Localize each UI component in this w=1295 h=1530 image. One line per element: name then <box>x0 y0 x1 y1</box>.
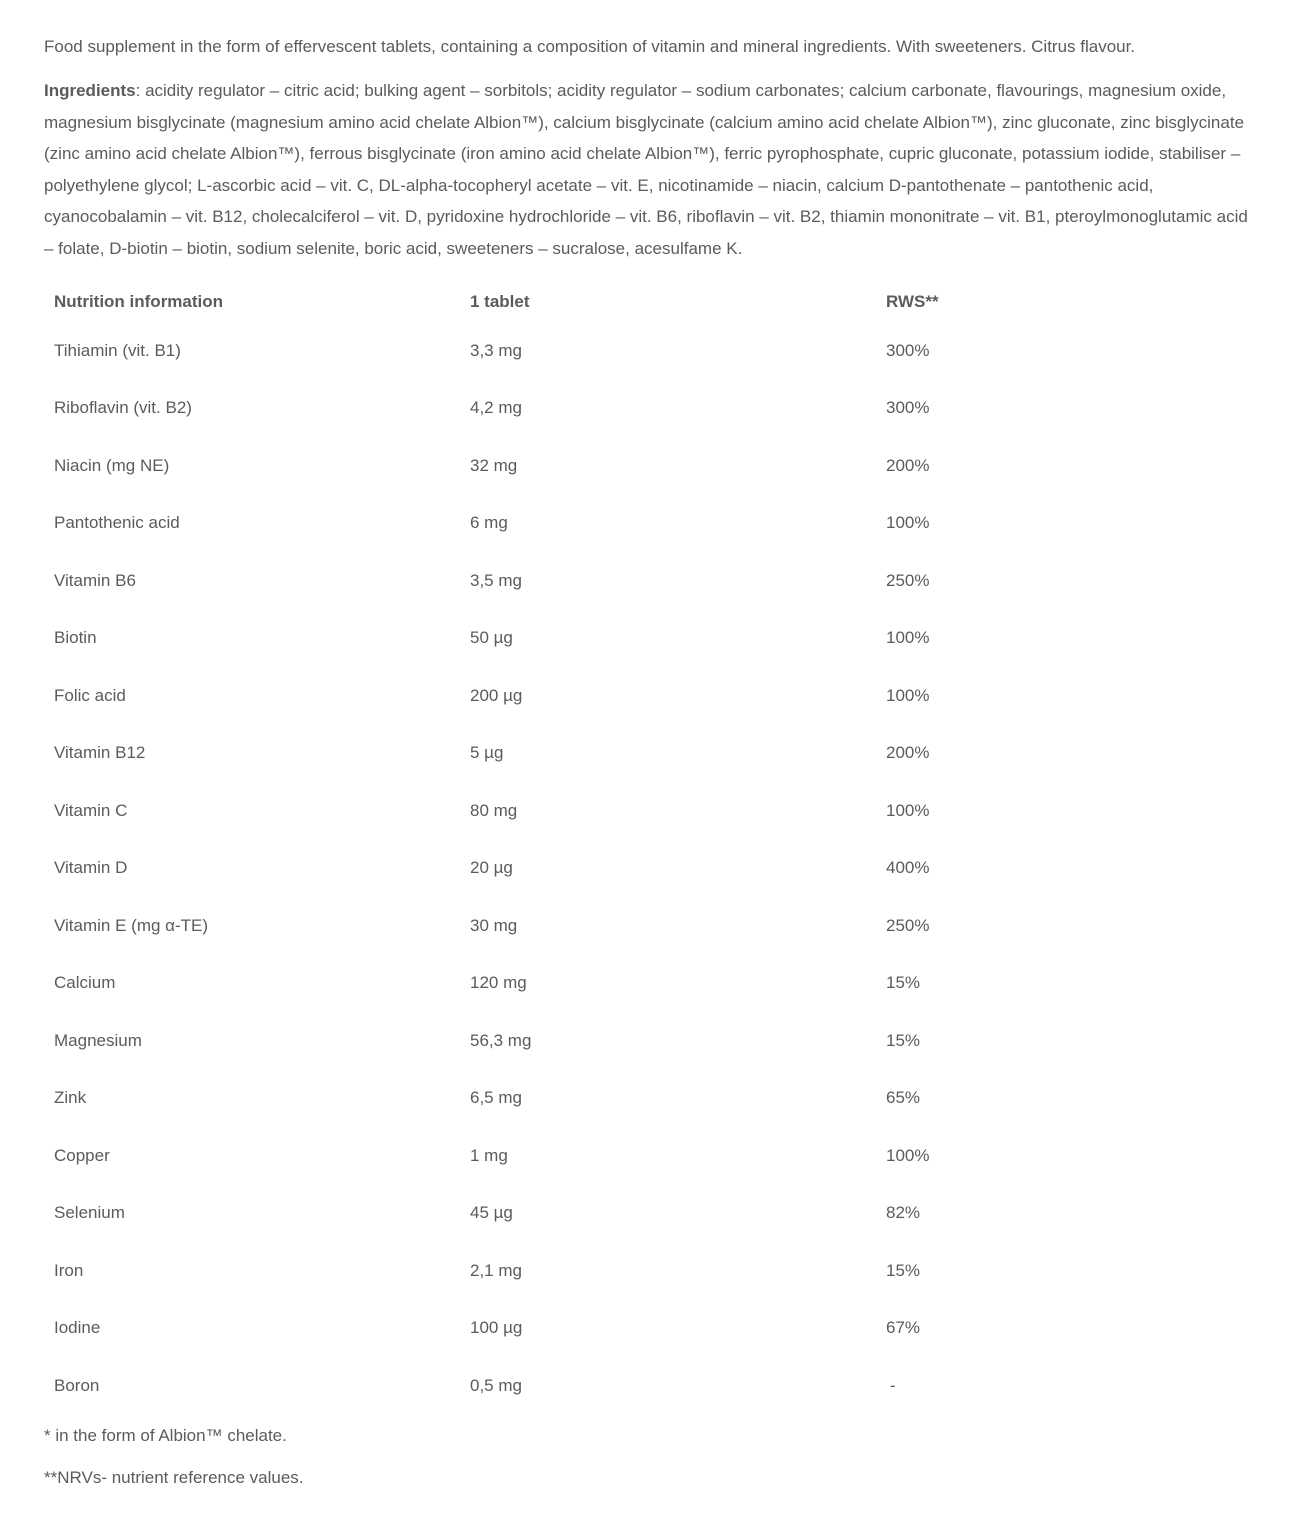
nutrient-name: Selenium <box>54 1203 125 1223</box>
footnote-nrv: **NRVs- nutrient reference values. <box>44 1467 304 1487</box>
table-row <box>44 1127 1271 1185</box>
table-row <box>44 667 1271 725</box>
table-row <box>44 437 1271 495</box>
amount-per-tablet: 80 mg <box>470 800 518 820</box>
rws-percent: 82% <box>886 1203 921 1223</box>
rws-percent: 400% <box>886 858 930 878</box>
rws-percent: 100% <box>886 1145 930 1165</box>
nutrient-name: Vitamin D <box>54 858 128 878</box>
table-body <box>44 322 1271 1415</box>
amount-per-tablet: 20 µg <box>470 858 513 878</box>
ingredients-text <box>44 75 1251 264</box>
ingredients-label: Ingredients <box>44 81 136 100</box>
rws-percent: 200% <box>886 743 930 763</box>
table-row <box>44 380 1271 438</box>
amount-per-tablet: 5 µg <box>470 743 504 763</box>
amount-per-tablet: 32 mg <box>470 455 518 475</box>
table-row <box>44 552 1271 610</box>
nutrition-table <box>44 282 1271 1415</box>
nutrient-name: Iron <box>54 1260 84 1280</box>
rws-percent: 15% <box>886 1260 921 1280</box>
amount-per-tablet: 2,1 mg <box>470 1260 522 1280</box>
nutrient-name: Zink <box>54 1088 87 1108</box>
table-row <box>44 1012 1271 1070</box>
nutrient-name: Vitamin B6 <box>54 570 136 590</box>
amount-per-tablet: 200 µg <box>470 685 523 705</box>
table-row <box>44 1070 1271 1128</box>
rws-percent: 15% <box>886 1030 921 1050</box>
amount-per-tablet: 6,5 mg <box>470 1088 522 1108</box>
ingredients-list: : acidity regulator – citric acid; bulking agent – sorbitols; acidity regulator – sodium carbonates; calcium carbonate, flavourings, magnesium oxide, magnesium bisglycinate (magnesium amino acid chelate Albion™), calcium bisglycinate (calcium amino acid chelate Albion™), zinc gluconate, zinc bisglycinate (zinc amino acid chelate Albion™), ferrous bisglycinate (iron amino acid chelate Albion™), ferric pyrophosphate, cupric gluconate, potassium iodide, stabiliser – polyethylene glycol; L-ascorbic acid – vit. C, DL-alpha-tocopheryl acetate – vit. E, nicotinamide – niacin, calcium D-pantothenate – pantothenic acid, cyanocobalamin – vit. B12, cholecalciferol – vit. D, pyridoxine hydrochloride – vit. B6, riboflavin – vit. B2, thiamin mononitrate – vit. B1, pteroylmonoglutamic acid – folate, D-biotin – biotin, sodium selenite, boric acid, sweeteners – sucralose, acesulfame K. <box>44 81 1248 258</box>
rws-percent: 200% <box>886 455 930 475</box>
table-row <box>44 840 1271 898</box>
table-row <box>44 782 1271 840</box>
rws-percent: 100% <box>886 800 930 820</box>
amount-per-tablet: 4,2 mg <box>470 398 522 418</box>
rws-percent: 67% <box>886 1318 921 1338</box>
table-row <box>44 1185 1271 1243</box>
nutrient-name: Copper <box>54 1145 110 1165</box>
nutrient-name: Boron <box>54 1375 100 1395</box>
header-rws: RWS** <box>886 292 939 311</box>
table-row <box>44 897 1271 955</box>
nutrient-name: Biotin <box>54 628 97 648</box>
amount-per-tablet: 30 mg <box>470 915 518 935</box>
amount-per-tablet: 0,5 mg <box>470 1375 522 1395</box>
amount-per-tablet: 50 µg <box>470 628 513 648</box>
table-row <box>44 1300 1271 1358</box>
table-row <box>44 322 1271 380</box>
amount-per-tablet: 45 µg <box>470 1203 513 1223</box>
amount-per-tablet: 56,3 mg <box>470 1030 532 1050</box>
nutrient-name: Tihiamin (vit. B1) <box>54 340 181 360</box>
nutrient-name: Folic acid <box>54 685 126 705</box>
table-row <box>44 1242 1271 1300</box>
footnote-albion: * in the form of Albion™ chelate. <box>44 1425 287 1445</box>
rws-percent: 100% <box>886 685 930 705</box>
rws-percent: 250% <box>886 915 930 935</box>
amount-per-tablet: 3,5 mg <box>470 570 522 590</box>
amount-per-tablet: 6 mg <box>470 513 508 533</box>
nutrient-name: Pantothenic acid <box>54 513 180 533</box>
nutrient-name: Vitamin B12 <box>54 743 146 763</box>
rws-percent: 100% <box>886 628 930 648</box>
nutrient-name: Vitamin C <box>54 800 128 820</box>
header-nutrition-information: Nutrition information <box>54 292 224 311</box>
table-row <box>44 725 1271 783</box>
nutrient-name: Magnesium <box>54 1030 142 1050</box>
table-row <box>44 610 1271 668</box>
table-row <box>44 955 1271 1013</box>
amount-per-tablet: 100 µg <box>470 1318 523 1338</box>
nutrient-name: Iodine <box>54 1318 101 1338</box>
nutrient-name: Riboflavin (vit. B2) <box>54 398 192 418</box>
rws-percent: 250% <box>886 570 930 590</box>
intro-text: Food supplement in the form of effervescent tablets, containing a composition of vitamin and mineral ingredients. With sweeteners. Citrus flavour. <box>44 37 1136 56</box>
amount-per-tablet: 1 mg <box>470 1145 508 1165</box>
table-row <box>44 495 1271 553</box>
rws-percent: 300% <box>886 340 930 360</box>
table-row <box>44 1357 1271 1415</box>
rws-percent: 65% <box>886 1088 921 1108</box>
amount-per-tablet: 3,3 mg <box>470 340 522 360</box>
nutrient-name: Niacin (mg NE) <box>54 455 170 475</box>
rws-percent: 100% <box>886 513 930 533</box>
nutrient-name: Vitamin E (mg α-TE) <box>54 915 209 935</box>
rws-percent: 300% <box>886 398 930 418</box>
amount-per-tablet: 120 mg <box>470 973 527 993</box>
rws-percent: 15% <box>886 973 921 993</box>
rws-percent: - <box>890 1375 896 1395</box>
header-per-tablet: 1 tablet <box>470 292 530 311</box>
table-header-row <box>44 282 1271 322</box>
nutrient-name: Calcium <box>54 973 116 993</box>
